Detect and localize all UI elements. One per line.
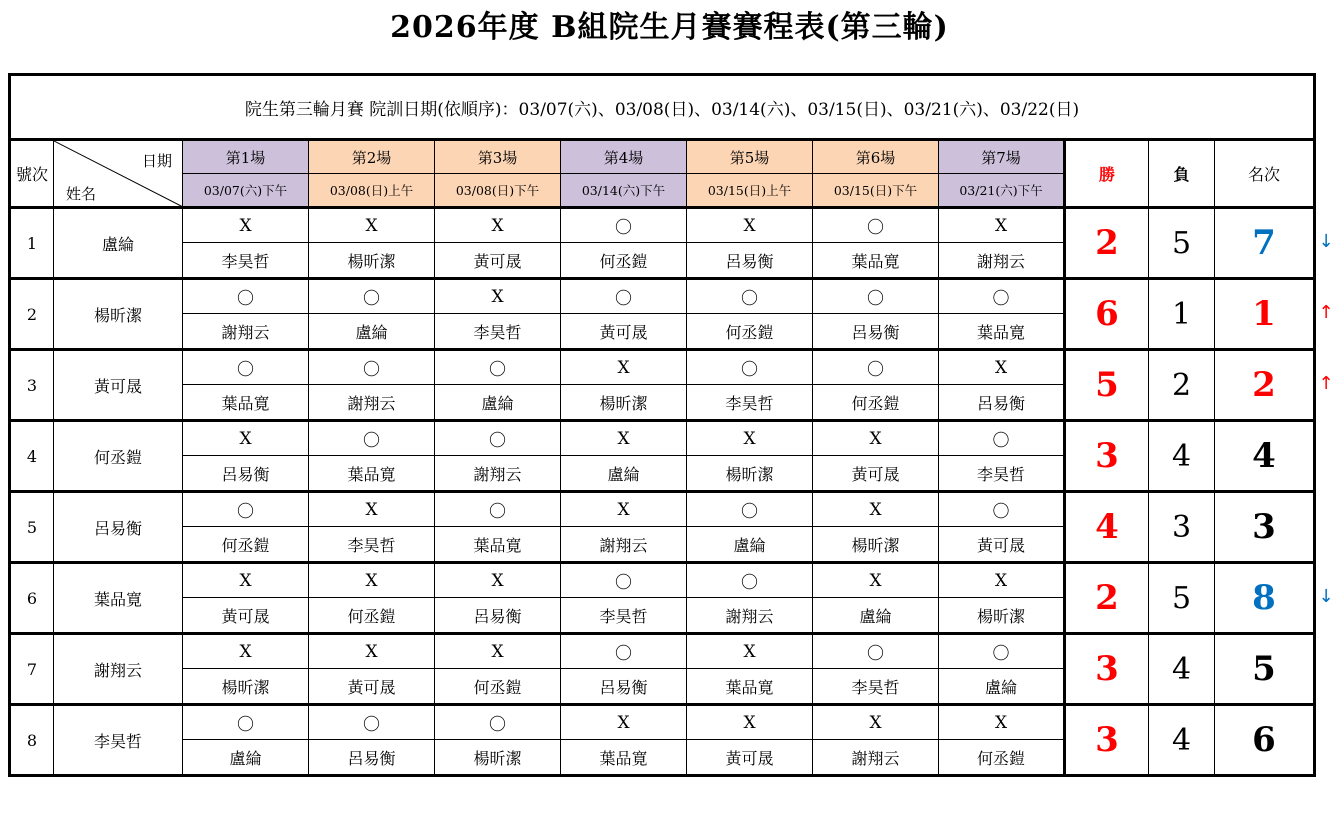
match-result: 〇 xyxy=(435,705,561,740)
losses-count: 5 xyxy=(1149,208,1215,279)
match-result: 〇 xyxy=(939,634,1065,669)
match-result: 〇 xyxy=(813,279,939,314)
match-opponent: 謝翔云 xyxy=(435,456,561,492)
player-row xyxy=(10,421,1315,456)
match-result: 〇 xyxy=(435,350,561,385)
header-rank: 名次 xyxy=(1215,140,1315,208)
match-result: X xyxy=(687,421,813,456)
player-row xyxy=(10,705,1315,740)
match-header-7: 第7場 xyxy=(939,140,1065,174)
match-result: X xyxy=(183,421,309,456)
match-result: X xyxy=(435,208,561,243)
match-opponent: 黃可晟 xyxy=(435,243,561,279)
player-row xyxy=(10,208,1315,243)
match-opponent: 盧綸 xyxy=(183,740,309,776)
match-opponent: 李昊哲 xyxy=(435,314,561,350)
wins-count: 3 xyxy=(1065,634,1149,705)
match-result: 〇 xyxy=(561,563,687,598)
rank-value: 8 xyxy=(1215,563,1315,634)
player-name: 葉品寛 xyxy=(54,563,183,634)
player-number: 4 xyxy=(10,421,54,492)
match-opponent: 何丞鎧 xyxy=(813,385,939,421)
match-opponent: 盧綸 xyxy=(309,314,435,350)
match-result: 〇 xyxy=(435,492,561,527)
match-opponent: 楊昕潔 xyxy=(813,527,939,563)
match-header-2: 第2場 xyxy=(309,140,435,174)
match-result: 〇 xyxy=(309,279,435,314)
match-result: X xyxy=(561,350,687,385)
rank-value: 6 xyxy=(1215,705,1315,776)
match-opponent: 呂易衡 xyxy=(687,243,813,279)
wins-count: 2 xyxy=(1065,208,1149,279)
match-opponent: 呂易衡 xyxy=(309,740,435,776)
match-result: 〇 xyxy=(561,634,687,669)
match-opponent: 呂易衡 xyxy=(435,598,561,634)
match-result: 〇 xyxy=(813,208,939,243)
match-result: X xyxy=(939,350,1065,385)
match-result: X xyxy=(813,421,939,456)
rank-up-arrow-icon: ↑ xyxy=(1318,302,1334,323)
header-name-label: 姓名 xyxy=(66,185,97,203)
match-date-3: 03/08(日)下午 xyxy=(435,174,561,208)
match-opponent: 李昊哲 xyxy=(561,598,687,634)
player-name: 黃可晟 xyxy=(54,350,183,421)
match-opponent: 何丞鎧 xyxy=(183,527,309,563)
match-result: 〇 xyxy=(939,279,1065,314)
match-header-5: 第5場 xyxy=(687,140,813,174)
losses-count: 5 xyxy=(1149,563,1215,634)
match-result: X xyxy=(309,492,435,527)
rank-up-arrow-icon: ↑ xyxy=(1318,373,1334,394)
match-result: X xyxy=(435,563,561,598)
player-row xyxy=(10,350,1315,385)
match-opponent: 葉品寛 xyxy=(183,385,309,421)
match-opponent: 何丞鎧 xyxy=(435,669,561,705)
player-row xyxy=(10,634,1315,669)
match-result: 〇 xyxy=(309,705,435,740)
match-result: X xyxy=(435,634,561,669)
rank-value: 4 xyxy=(1215,421,1315,492)
match-result: X xyxy=(687,705,813,740)
match-opponent: 何丞鎧 xyxy=(309,598,435,634)
losses-count: 2 xyxy=(1149,350,1215,421)
match-opponent: 謝翔云 xyxy=(939,243,1065,279)
match-header-3: 第3場 xyxy=(435,140,561,174)
rank-value: 2 xyxy=(1215,350,1315,421)
match-opponent: 楊昕潔 xyxy=(309,243,435,279)
player-row xyxy=(10,279,1315,314)
match-result: 〇 xyxy=(309,350,435,385)
player-number: 2 xyxy=(10,279,54,350)
match-opponent: 何丞鎧 xyxy=(561,243,687,279)
match-opponent: 楊昕潔 xyxy=(183,669,309,705)
match-result: X xyxy=(939,208,1065,243)
player-number: 8 xyxy=(10,705,54,776)
match-opponent: 盧綸 xyxy=(435,385,561,421)
match-result: X xyxy=(561,705,687,740)
page-title: 2026年度 B組院生月賽賽程表(第三輪) xyxy=(390,10,949,45)
match-result: 〇 xyxy=(435,421,561,456)
match-result: X xyxy=(561,492,687,527)
match-opponent: 楊昕潔 xyxy=(561,385,687,421)
match-result: X xyxy=(813,705,939,740)
match-opponent: 楊昕潔 xyxy=(435,740,561,776)
match-result: X xyxy=(939,705,1065,740)
rank-value: 3 xyxy=(1215,492,1315,563)
match-date-4: 03/14(六)下午 xyxy=(561,174,687,208)
match-opponent: 葉品寛 xyxy=(813,243,939,279)
match-result: X xyxy=(183,634,309,669)
rank-value: 1 xyxy=(1215,279,1315,350)
match-opponent: 黃可晟 xyxy=(183,598,309,634)
match-opponent: 黃可晟 xyxy=(687,740,813,776)
player-name: 楊昕潔 xyxy=(54,279,183,350)
match-result: 〇 xyxy=(939,421,1065,456)
match-result: 〇 xyxy=(561,208,687,243)
match-result: 〇 xyxy=(687,492,813,527)
wins-count: 6 xyxy=(1065,279,1149,350)
schedule-table xyxy=(8,73,1316,777)
header-date-label: 日期 xyxy=(141,152,172,170)
match-result: X xyxy=(435,279,561,314)
header-number: 號次 xyxy=(10,140,54,208)
match-result: 〇 xyxy=(183,492,309,527)
losses-count: 1 xyxy=(1149,279,1215,350)
match-opponent: 謝翔云 xyxy=(687,598,813,634)
match-date-7: 03/21(六)下午 xyxy=(939,174,1065,208)
match-result: 〇 xyxy=(309,421,435,456)
losses-count: 3 xyxy=(1149,492,1215,563)
losses-count: 4 xyxy=(1149,421,1215,492)
player-number: 7 xyxy=(10,634,54,705)
match-opponent: 謝翔云 xyxy=(309,385,435,421)
match-result: X xyxy=(309,563,435,598)
match-date-6: 03/15(日)下午 xyxy=(813,174,939,208)
match-result: X xyxy=(309,634,435,669)
match-opponent: 李昊哲 xyxy=(939,456,1065,492)
wins-count: 5 xyxy=(1065,350,1149,421)
player-name: 呂易衡 xyxy=(54,492,183,563)
match-opponent: 何丞鎧 xyxy=(939,740,1065,776)
wins-count: 3 xyxy=(1065,705,1149,776)
match-result: X xyxy=(561,421,687,456)
match-header-6: 第6場 xyxy=(813,140,939,174)
player-row xyxy=(10,492,1315,527)
match-result: 〇 xyxy=(183,350,309,385)
header-losses: 負 xyxy=(1149,140,1215,208)
match-result: 〇 xyxy=(687,563,813,598)
wins-count: 3 xyxy=(1065,421,1149,492)
match-result: 〇 xyxy=(561,279,687,314)
match-opponent: 葉品寛 xyxy=(687,669,813,705)
player-name: 李昊哲 xyxy=(54,705,183,776)
training-dates-info: 院生第三輪月賽 院訓日期(依順序)：03/07(六)、03/08(日)、03/14(六)、03/15(日)、03/21(六)、03/22(日) xyxy=(10,75,1315,140)
match-opponent: 葉品寛 xyxy=(435,527,561,563)
match-header-1: 第1場 xyxy=(183,140,309,174)
match-date-1: 03/07(六)下午 xyxy=(183,174,309,208)
match-result: X xyxy=(813,563,939,598)
player-name: 盧綸 xyxy=(54,208,183,279)
match-opponent: 楊昕潔 xyxy=(687,456,813,492)
player-name: 何丞鎧 xyxy=(54,421,183,492)
match-opponent: 盧綸 xyxy=(813,598,939,634)
match-result: 〇 xyxy=(813,634,939,669)
rank-value: 5 xyxy=(1215,634,1315,705)
match-opponent: 李昊哲 xyxy=(687,385,813,421)
match-result: X xyxy=(687,208,813,243)
match-opponent: 楊昕潔 xyxy=(939,598,1065,634)
match-opponent: 黃可晟 xyxy=(561,314,687,350)
match-opponent: 黃可晟 xyxy=(309,669,435,705)
match-result: 〇 xyxy=(939,492,1065,527)
player-number: 6 xyxy=(10,563,54,634)
match-result: 〇 xyxy=(183,279,309,314)
match-result: 〇 xyxy=(687,350,813,385)
player-number: 3 xyxy=(10,350,54,421)
match-opponent: 葉品寛 xyxy=(309,456,435,492)
match-opponent: 呂易衡 xyxy=(813,314,939,350)
match-opponent: 謝翔云 xyxy=(813,740,939,776)
match-opponent: 葉品寛 xyxy=(561,740,687,776)
match-date-2: 03/08(日)上午 xyxy=(309,174,435,208)
match-result: 〇 xyxy=(687,279,813,314)
match-result: 〇 xyxy=(183,705,309,740)
match-opponent: 李昊哲 xyxy=(813,669,939,705)
wins-count: 4 xyxy=(1065,492,1149,563)
match-opponent: 葉品寛 xyxy=(939,314,1065,350)
match-result: X xyxy=(813,492,939,527)
player-row xyxy=(10,563,1315,598)
match-result: X xyxy=(687,634,813,669)
wins-count: 2 xyxy=(1065,563,1149,634)
rank-down-arrow-icon: ↓ xyxy=(1318,231,1334,252)
header-corner xyxy=(54,140,183,208)
match-opponent: 盧綸 xyxy=(561,456,687,492)
match-opponent: 黃可晟 xyxy=(813,456,939,492)
match-opponent: 謝翔云 xyxy=(561,527,687,563)
match-opponent: 黃可晟 xyxy=(939,527,1065,563)
player-number: 5 xyxy=(10,492,54,563)
rank-down-arrow-icon: ↓ xyxy=(1318,586,1334,607)
match-header-4: 第4場 xyxy=(561,140,687,174)
match-result: X xyxy=(939,563,1065,598)
match-opponent: 李昊哲 xyxy=(309,527,435,563)
losses-count: 4 xyxy=(1149,705,1215,776)
losses-count: 4 xyxy=(1149,634,1215,705)
header-wins: 勝 xyxy=(1065,140,1149,208)
player-name: 謝翔云 xyxy=(54,634,183,705)
player-number: 1 xyxy=(10,208,54,279)
rank-value: 7 xyxy=(1215,208,1315,279)
match-date-5: 03/15(日)上午 xyxy=(687,174,813,208)
match-result: X xyxy=(309,208,435,243)
match-opponent: 呂易衡 xyxy=(939,385,1065,421)
match-result: 〇 xyxy=(813,350,939,385)
match-result: X xyxy=(183,563,309,598)
match-opponent: 盧綸 xyxy=(939,669,1065,705)
match-opponent: 呂易衡 xyxy=(183,456,309,492)
match-opponent: 呂易衡 xyxy=(561,669,687,705)
match-opponent: 李昊哲 xyxy=(183,243,309,279)
match-opponent: 盧綸 xyxy=(687,527,813,563)
match-opponent: 謝翔云 xyxy=(183,314,309,350)
match-result: X xyxy=(183,208,309,243)
match-opponent: 何丞鎧 xyxy=(687,314,813,350)
